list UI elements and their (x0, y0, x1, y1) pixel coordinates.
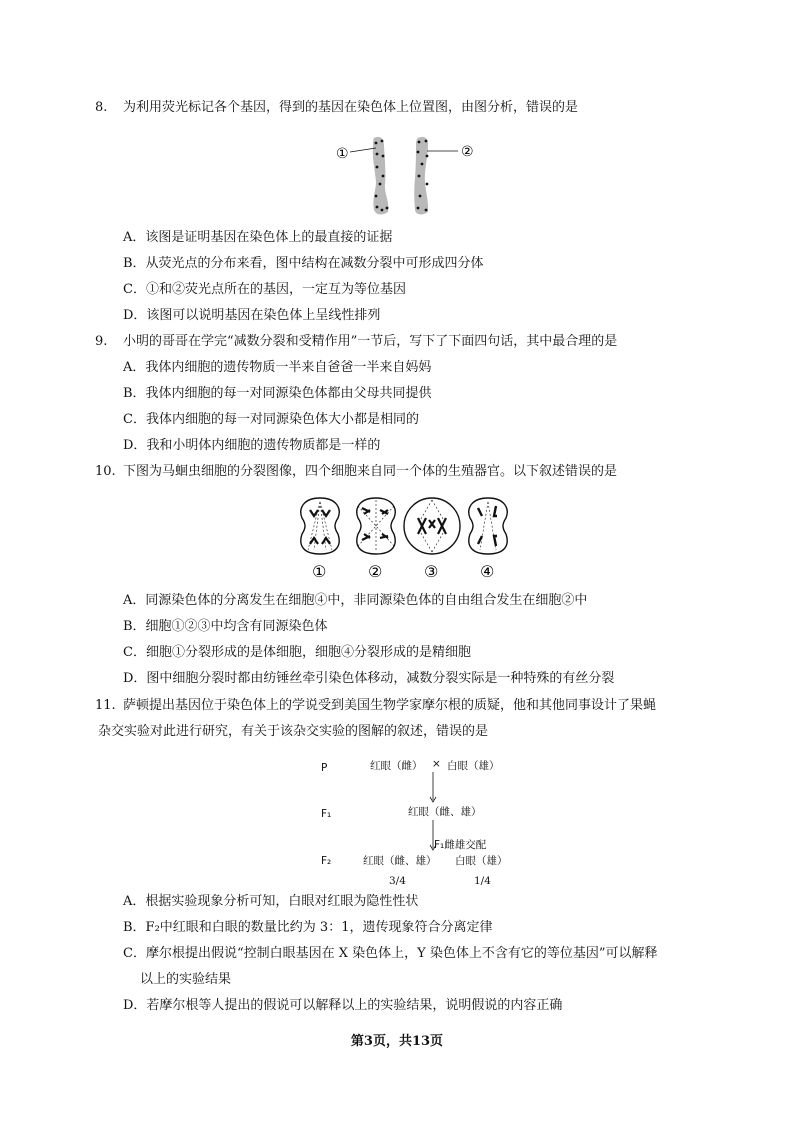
cell-label-3: ③ (424, 562, 439, 581)
question-11-option-c[interactable]: C．摩尔根提出假说“控制白眼基因在 X 染色体上，Y 染色体上不含有它的等位基因”可以解释 (123, 946, 658, 961)
question-number: 10. (95, 464, 116, 479)
question-11-stem (95, 697, 656, 715)
question-10-stem (95, 463, 617, 481)
cell-4 (469, 498, 507, 554)
question-10-option-c[interactable]: C．细胞①分裂形成的是体细胞，细胞④分裂形成的是精细胞 (123, 645, 471, 660)
question-11-stem-continued: 杂交实验对此进行研究，有关于该杂交实验的图解的叙述，错误的是 (98, 724, 489, 739)
question-8-option-c[interactable]: C．①和②荧光点所在的基因，一定互为等位基因 (123, 282, 406, 297)
question-number: 8. (95, 100, 108, 115)
cross-symbol: × (432, 758, 441, 770)
chromosome-2 (414, 137, 428, 215)
cell-2 (357, 498, 395, 554)
question-number: 9. (95, 334, 108, 349)
question-9-stem (95, 333, 617, 351)
chromosome-fluorescence-figure (330, 132, 490, 218)
question-text: 下图为马蛔虫细胞的分裂图像，四个细胞来自同一个体的生殖器官。以下叙述错误的是 (123, 464, 618, 479)
question-11-option-c-continued: 以上的实验结果 (140, 972, 232, 987)
f1-offspring: 红眼（雌、雄） (408, 806, 482, 818)
page-footer: 第3页，共13页 (350, 1034, 444, 1049)
question-11-option-b[interactable]: B．F₂中红眼和白眼的数量比约为 3：1，遗传现象符合分离定律 (123, 920, 493, 935)
f2-red-eye: 红眼（雌、雄） (363, 855, 437, 867)
generation-p-label: P (321, 762, 328, 774)
question-8-option-b[interactable]: B．从荧光点的分布来看，图中结构在减数分裂中可形成四分体 (123, 256, 484, 271)
cell-label-4: ④ (480, 562, 495, 581)
figure-label-1: ① (336, 146, 349, 162)
question-11-option-d[interactable]: D．若摩尔根等人提出的假说可以解释以上的实验结果，说明假说的内容正确 (123, 998, 563, 1013)
question-9-option-b[interactable]: B．我体内细胞的每一对同源染色体都由父母共同提供 (123, 386, 432, 401)
cell-1 (301, 498, 339, 554)
question-text: 小明的哥哥在学完“减数分裂和受精作用”一节后，写下了下面四句话，其中最合理的是 (123, 334, 618, 349)
p-male: 白眼（雄） (447, 760, 500, 772)
question-10-option-a[interactable]: A．同源染色体的分离发生在细胞④中，非同源染色体的自由组合发生在细胞②中 (123, 593, 588, 608)
question-8-option-d[interactable]: D．该图可以说明基因在染色体上呈线性排列 (123, 308, 381, 323)
f2-white-eye: 白眼（雄） (455, 855, 508, 867)
generation-f2-label: F₂ (321, 855, 332, 867)
cross-arrows (428, 770, 438, 860)
f2-red-ratio: 3/4 (389, 875, 406, 887)
question-9-option-d[interactable]: D．我和小明体内细胞的遗传物质都是一样的 (123, 438, 381, 453)
question-number: 11. (95, 698, 116, 713)
f1-intercross-note: F₁雌雄交配 (434, 839, 487, 851)
question-10-option-d[interactable]: D．图中细胞分裂时都由纺锤丝牵引染色体移动，减数分裂实际是一种特殊的有丝分裂 (123, 671, 615, 686)
cell-division-figure (290, 494, 530, 584)
figure-label-2: ② (461, 144, 474, 160)
question-8-stem (95, 99, 578, 117)
question-9-option-c[interactable]: C．我体内细胞的每一对同源染色体大小都是相同的 (123, 412, 419, 427)
question-9-option-a[interactable]: A．我体内细胞的遗传物质一半来自爸爸一半来自妈妈 (123, 360, 432, 375)
generation-f1-label: F₁ (321, 808, 332, 820)
cell-3 (404, 498, 460, 554)
question-11-option-a[interactable]: A．根据实验现象分析可知，白眼对红眼为隐性性状 (123, 894, 419, 909)
cell-label-2: ② (368, 562, 383, 581)
cell-label-1: ① (312, 562, 327, 581)
p-female: 红眼（雌） (370, 760, 423, 772)
f2-white-ratio: 1/4 (474, 875, 491, 887)
question-10-option-b[interactable]: B．细胞①②③中均含有同源染色体 (123, 619, 328, 634)
question-text: 为利用荧光标记各个基因，得到的基因在染色体上位置图，由图分析，错误的是 (123, 100, 579, 115)
question-8-option-a[interactable]: A．该图是证明基因在染色体上的最直接的证据 (123, 230, 393, 245)
question-text: 萨顿提出基因位于染色体上的学说受到美国生物学家摩尔根的质疑，他和其他同事设计了果蝇 (123, 698, 657, 713)
